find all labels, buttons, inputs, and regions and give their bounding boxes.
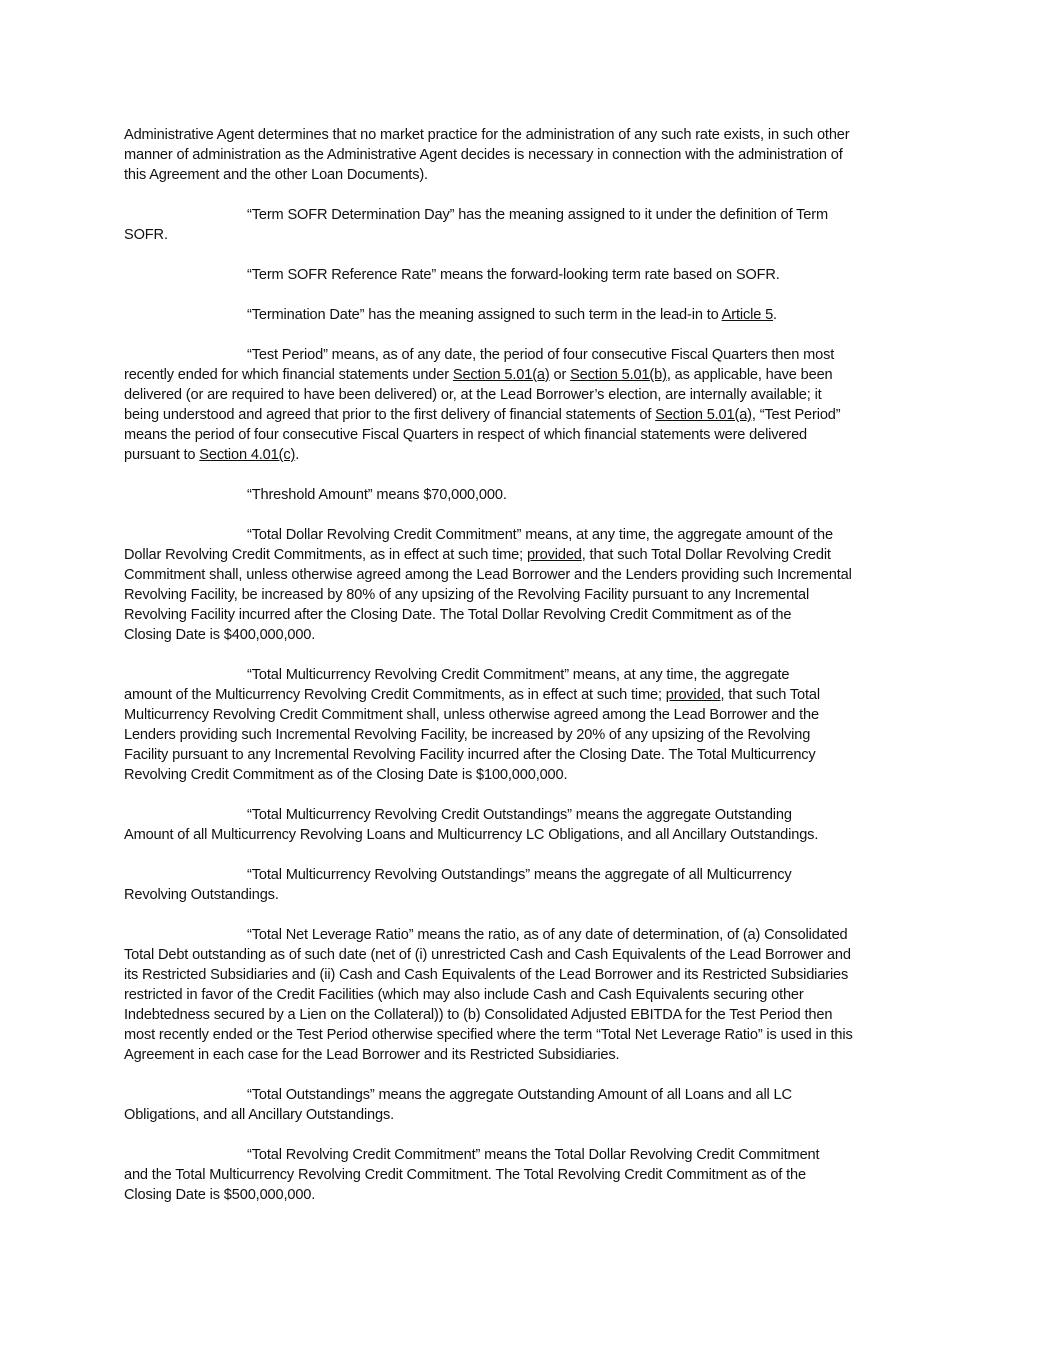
text-run: , “Test Period” [751, 407, 841, 423]
text-line [124, 605, 934, 625]
document-page [124, 125, 934, 1225]
text-run: or [549, 367, 571, 383]
text-run: delivered (or are required to have been delivered) or, at the Lead Borrower’s election, are internally available; it [124, 387, 822, 403]
text-run: “Test Period” means, as of any date, the period of four consecutive Fiscal Quarters then most [247, 347, 835, 363]
cross-reference-link: Article 5 [721, 307, 774, 323]
definition-termination-date [124, 305, 934, 325]
text-run: , that such Total [720, 687, 820, 703]
text-line [124, 545, 934, 565]
text-run: “Total Outstandings” means the aggregate Outstanding Amount of all Loans and all LC [247, 1087, 792, 1103]
text-run: Revolving Facility, be increased by 80% of any upsizing of the Revolving Facility pursuant to any Incremental [124, 587, 810, 603]
text-run: Lenders providing such Incremental Revolving Facility, be increased by 20% of any upsizing of the Revolving [124, 727, 811, 743]
text-run: “Total Revolving Credit Commitment” means the Total Dollar Revolving Credit Commitment [247, 1147, 820, 1163]
text-line [124, 965, 934, 985]
definition-total-multicurrency-revolving-credit-commitment [124, 665, 934, 785]
text-line [124, 165, 934, 185]
text-run: . [295, 447, 300, 463]
definition-total-multicurrency-revolving-outstandings [124, 865, 934, 905]
text-run: “Termination Date” has the meaning assigned to such term in the lead-in to [247, 307, 722, 323]
text-line [124, 365, 934, 385]
definition-term-sofr-determination-day [124, 205, 934, 245]
text-line [124, 745, 934, 765]
text-run: “Total Multicurrency Revolving Credit Commitment” means, at any time, the aggregate [247, 667, 790, 683]
text-line [124, 1185, 934, 1205]
text-line [124, 125, 934, 145]
text-line [124, 1145, 934, 1165]
text-line [124, 1165, 934, 1185]
definition-term-sofr-reference-rate [124, 265, 934, 285]
text-run: and the Total Multicurrency Revolving Credit Commitment. The Total Revolving Credit Commitment as of the [124, 1167, 806, 1183]
text-line [124, 665, 934, 685]
text-run: , that such Total Dollar Revolving Credit [581, 547, 831, 563]
definition-threshold-amount [124, 485, 934, 505]
text-run: most recently ended or the Test Period otherwise specified where the term “Total Net Leverage Ratio” is used in this [124, 1027, 853, 1043]
text-run: Revolving Outstandings. [124, 887, 279, 903]
text-run: Multicurrency Revolving Credit Commitment shall, unless otherwise agreed among the Lead Borrower and the [124, 707, 819, 723]
text-run: Total Debt outstanding as of such date (net of (i) unrestricted Cash and Cash Equivalents of the Lead Borrower and [124, 947, 851, 963]
text-line [124, 305, 934, 325]
cross-reference-link: Section 5.01(a) [655, 407, 752, 423]
text-line [124, 1025, 934, 1045]
cross-reference-link: Section 5.01(b) [570, 367, 667, 383]
text-line [124, 945, 934, 965]
text-line [124, 1005, 934, 1025]
definition-total-dollar-revolving-credit-commitment [124, 525, 934, 645]
text-line [124, 585, 934, 605]
text-run: being understood and agreed that prior to the first delivery of financial statements of [124, 407, 656, 423]
text-line [124, 885, 934, 905]
text-run: recently ended for which financial statements under [124, 367, 453, 383]
text-line [124, 925, 934, 945]
text-line [124, 1085, 934, 1105]
text-line [124, 385, 934, 405]
text-run: Facility pursuant to any Incremental Revolving Facility incurred after the Closing Date. The Total Multicurrency [124, 747, 816, 763]
text-line [124, 865, 934, 885]
text-line [124, 1045, 934, 1065]
text-run: “Total Multicurrency Revolving Credit Outstandings” means the aggregate Outstanding [247, 807, 792, 823]
cross-reference-link: provided [526, 547, 582, 563]
text-run: Revolving Facility incurred after the Closing Date. The Total Dollar Revolving Credit Commitment as of the [124, 607, 792, 623]
definition-total-net-leverage-ratio [124, 925, 934, 1065]
text-run: means the period of four consecutive Fiscal Quarters in respect of which financial statements were delivered [124, 427, 808, 443]
text-run: “Term SOFR Reference Rate” means the forward-looking term rate based on SOFR. [247, 267, 780, 283]
definition-test-period [124, 345, 934, 465]
text-line [124, 145, 934, 165]
text-run: Revolving Credit Commitment as of the Closing Date is $100,000,000. [124, 767, 568, 783]
text-run: restricted in favor of the Credit Facilities (which may also include Cash and Cash Equivalents securing other [124, 987, 804, 1003]
text-line [124, 1105, 934, 1125]
text-line [124, 205, 934, 225]
text-run: “Total Net Leverage Ratio” means the ratio, as of any date of determination, of (a) Consolidated [247, 927, 848, 943]
text-run: Dollar Revolving Credit Commitments, as in effect at such time; [124, 547, 527, 563]
text-line [124, 985, 934, 1005]
text-line [124, 565, 934, 585]
text-line [124, 685, 934, 705]
text-run: manner of administration as the Administrative Agent decides is necessary in connection with the administration of [124, 147, 843, 163]
text-run: Obligations, and all Ancillary Outstandings. [124, 1107, 395, 1123]
definition-total-revolving-credit-commitment [124, 1145, 934, 1205]
definition-total-outstandings [124, 1085, 934, 1125]
text-line [124, 765, 934, 785]
text-run: Administrative Agent determines that no market practice for the administration of any such rate exists, in such other [124, 127, 850, 143]
text-run: Agreement in each case for the Lead Borrower and its Restricted Subsidiaries. [124, 1047, 620, 1063]
text-line [124, 445, 934, 465]
text-line [124, 725, 934, 745]
text-line [124, 405, 934, 425]
text-line [124, 825, 934, 845]
text-run: Indebtedness secured by a Lien on the Collateral)) to (b) Consolidated Adjusted EBITDA for the Test Period then [124, 1007, 833, 1023]
text-run: its Restricted Subsidiaries and (ii) Cash and Cash Equivalents of the Lead Borrower and its Restricted Subsidiaries [124, 967, 849, 983]
text-line [124, 705, 934, 725]
definition-admin-agent-continuation [124, 125, 934, 185]
text-run: “Term SOFR Determination Day” has the meaning assigned to it under the definition of Term [247, 207, 828, 223]
text-run: SOFR. [124, 227, 168, 243]
text-run: “Total Multicurrency Revolving Outstandings” means the aggregate of all Multicurrency [247, 867, 792, 883]
text-run: Amount of all Multicurrency Revolving Loans and Multicurrency LC Obligations, and all Ancillary Outstandings. [124, 827, 819, 843]
cross-reference-link: Section 5.01(a) [452, 367, 550, 383]
text-run: , as applicable, have been [666, 367, 833, 383]
text-run: Commitment shall, unless otherwise agreed among the Lead Borrower and the Lenders providing such Incremental [124, 567, 852, 583]
text-run: Closing Date is $400,000,000. [124, 627, 316, 643]
text-line [124, 345, 934, 365]
text-line [124, 805, 934, 825]
text-run: pursuant to [124, 447, 200, 463]
definition-total-multicurrency-revolving-credit-outstandings [124, 805, 934, 845]
text-line [124, 225, 934, 245]
text-run: “Total Dollar Revolving Credit Commitment” means, at any time, the aggregate amount of the [247, 527, 833, 543]
text-run: this Agreement and the other Loan Documents). [124, 167, 428, 183]
text-line [124, 625, 934, 645]
text-line [124, 265, 934, 285]
text-run: . [773, 307, 777, 323]
text-run: amount of the Multicurrency Revolving Credit Commitments, as in effect at such time; [124, 687, 666, 703]
text-line [124, 425, 934, 445]
text-line [124, 525, 934, 545]
text-line [124, 485, 934, 505]
text-run: “Threshold Amount” means $70,000,000. [247, 487, 507, 503]
cross-reference-link: provided [665, 687, 721, 703]
text-run: Closing Date is $500,000,000. [124, 1187, 316, 1203]
cross-reference-link: Section 4.01(c) [199, 447, 296, 463]
